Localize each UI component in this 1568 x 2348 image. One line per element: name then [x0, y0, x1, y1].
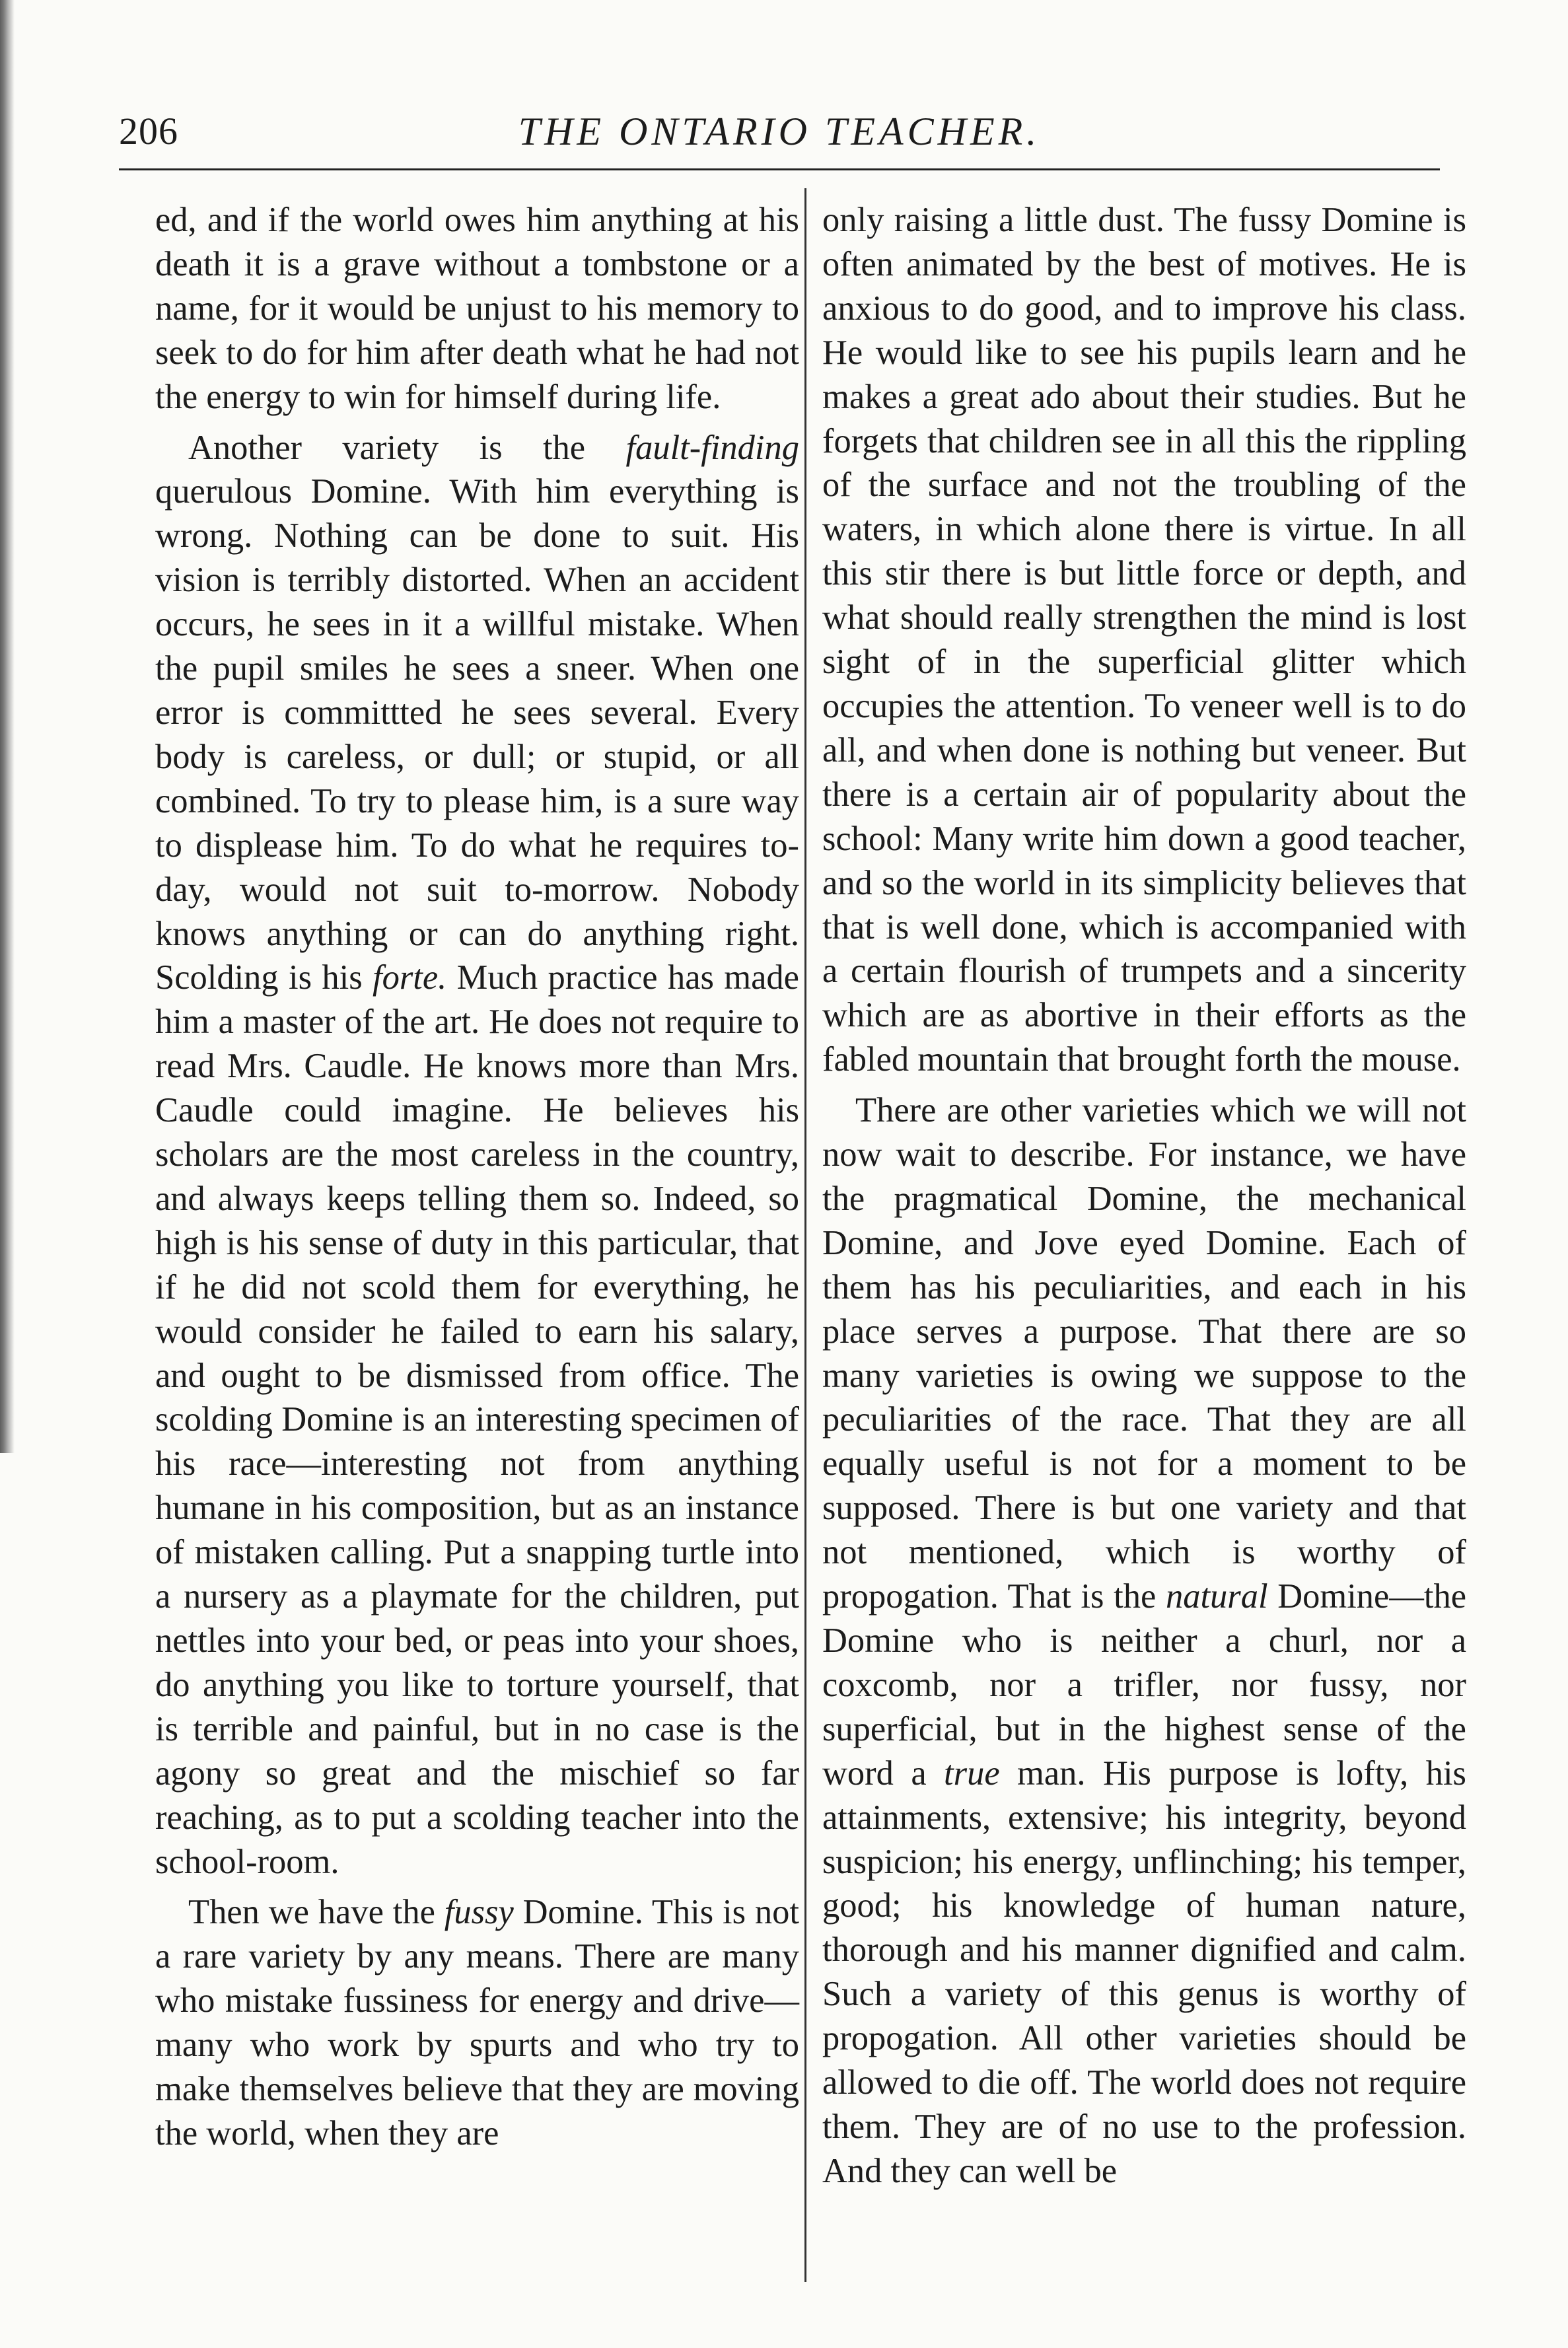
paragraph	[155, 426, 799, 1884]
paragraph	[155, 1890, 799, 2155]
column-divider	[804, 188, 806, 2282]
paragraph-text: querulous Domine. With him everything is wrong. Nothing can be done to suit. His vision is terribly distorted. When an accident occurs, he sees in it a willful mistake. When the pupil smiles he sees a sneer. When one error is committted he sees several. Every body is careless, or dull; or stupid, or all combined. To try to please him, is a sure way to displease him. To do what he requires to-day, would not suit to-morrow. Nobody knows anything or can do anything right. Scolding is his	[155, 472, 799, 997]
running-title: THE ONTARIO TEACHER.	[518, 110, 1041, 153]
page-number: 206	[119, 110, 178, 153]
paragraph-text: Much practice has made him a master of the art. He does not require to read Mrs. Caudle. He knows more than Mrs. Caudle could imagine. He believes his scholars are the most careless in the country, and always keeps telling them so. Indeed, so high is his sense of duty in this particular, that if he did not scold them for everything, he would consider he failed to earn his salary, and ought to be dismissed from office. The scolding Domine is an interesting specimen of his race—interesting not from anything humane in his composition, but as an instance of mistaken calling. Put a snapping turtle into a nursery as a playmate for the children, put nettles into your bed, or peas into your shoes, do anything you like to torture yourself, that is terrible and painful, but in no case is the agony so great and the mischief so far reaching, as to put a scolding teacher into the school-room.	[155, 958, 799, 1881]
emphasis-text: fault-finding	[625, 428, 799, 467]
paragraph-text: There are other varieties which we will not now wait to describe. For instance, we have the pragmatical Domine, the mechanical Domine, and Jove eyed Domine. Each of them has his peculiarities, and each in his place serves a purpose. That there are so many varieties is owing we suppose to the peculiarities of the race. That they are all equally useful is not for a moment to be supposed. There is but one variety and that not mentioned, which is worthy of propogation. That is the	[822, 1091, 1466, 1616]
paragraph	[822, 198, 1466, 1082]
emphasis-text: true	[944, 1754, 1000, 1793]
header-rule	[119, 168, 1440, 170]
paragraph-text: Then we have the	[188, 1893, 445, 1932]
paragraph	[155, 198, 799, 419]
emphasis-text: fussy	[444, 1893, 514, 1932]
paragraph-text: Domine—the Domine who is neither a churl, nor a coxcomb, nor a trifler, nor fussy, nor superficial, but in the highest sense of the word a	[822, 1577, 1466, 1793]
page-header	[119, 102, 1440, 175]
paragraph-text: Another variety is the	[188, 428, 626, 467]
binding-edge	[0, 0, 15, 1453]
left-column	[155, 198, 799, 2162]
right-column	[822, 198, 1466, 2200]
paragraph-text: Domine. This is not a rare variety by any means. There are many who mistake fussiness for energy and drive—many who work by spurts and who try to make themselves believe that they are moving the world, when they are	[155, 1893, 799, 2152]
emphasis-text: natural	[1165, 1577, 1268, 1616]
paragraph-text: ed, and if the world owes him anything at his death it is a grave without a tombstone or a name, for it would be unjust to his memory to seek to do for him after death what he had not the energy to win for himself during life.	[155, 201, 799, 416]
emphasis-text: forte.	[373, 958, 447, 997]
paragraph-text: man. His purpose is lofty, his attainments, extensive; his integrity, beyond suspicion; his energy, unflinching; his temper, good; his knowledge of human nature, thorough and his manner dignified and calm. Such a variety of this genus is worthy of propogation. All other varieties should be allowed to die off. The world does not require them. They are of no use to the profession. And they can well be	[822, 1754, 1466, 2190]
paragraph-text: only raising a little dust. The fussy Domine is often animated by the best of motives. He is anxious to do good, and to improve his class. He would like to see his pupils learn and he makes a great ado about their studies. But he forgets that children see in all this the rippling of the surface and not the troubling of the waters, in which alone there is virtue. In all this stir there is but little force or depth, and what should really strengthen the mind is lost sight of in the superficial glitter which occupies the attention. To veneer well is to do all, and when done is nothing but veneer. But there is a certain air of popularity about the school: Many write him down a good teacher, and so the world in its simplicity believes that that is well done, which is accompanied with a certain flourish of trumpets and a sincerity which are as abortive in their efforts as the fabled mountain that brought forth the mouse.	[822, 201, 1466, 1079]
paragraph	[822, 1088, 1466, 2193]
